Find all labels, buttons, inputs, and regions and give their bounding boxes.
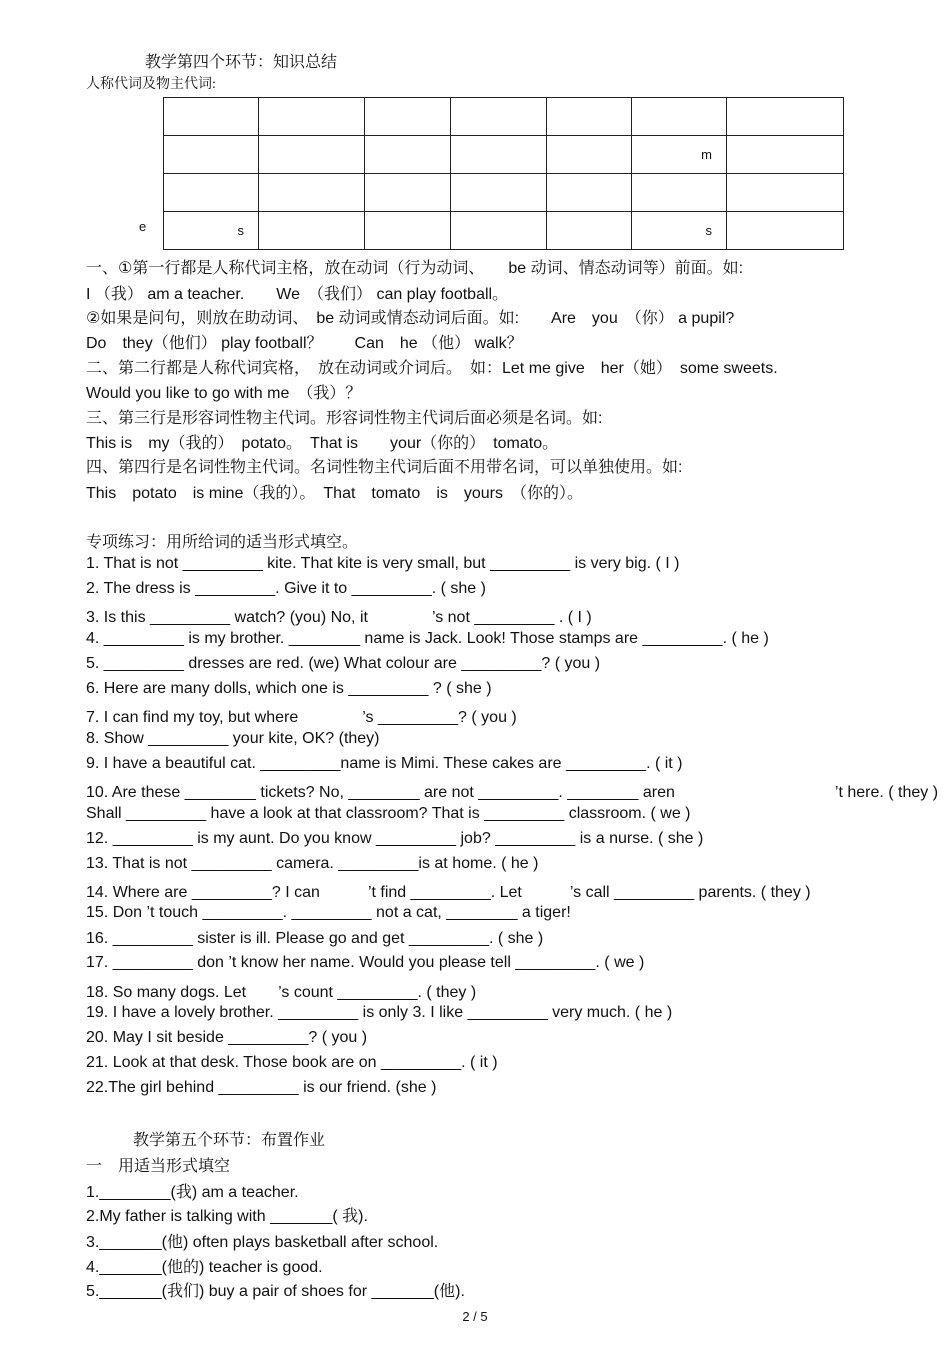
- table-cell: s: [164, 212, 259, 250]
- table-cell: [547, 98, 632, 136]
- section4-subheading: 人称代词及物主代词:: [86, 77, 216, 92]
- section4-heading: 教学第四个环节：知识总结: [145, 54, 338, 71]
- table-row4-label: e: [139, 219, 147, 234]
- table-row: [164, 98, 844, 136]
- practice-item: 19. I have a lovely brother. _________ is only 3. I like _________ very much. ( he ): [86, 1004, 673, 1021]
- note-line: ②如果是问句，则放在助动词、 be 动词或情态动词后面。如: Are you （你） a pupil?: [86, 310, 735, 327]
- table-cell: [259, 98, 365, 136]
- note-line: 二、第二行都是人称代词宾格， 放在动词或介词后。 如：Let me give her（她） some sweets.: [86, 360, 778, 377]
- practice-item: 5. _________ dresses are red. (we) What colour are _________? ( you ): [86, 655, 601, 672]
- practice-item: Shall _________ have a look at that classroom? That is _________ classroom. ( we ): [86, 805, 691, 822]
- table-cell: [451, 98, 547, 136]
- section5-heading: 教学第五个环节：布置作业: [133, 1132, 326, 1149]
- note-line: I （我） am a teacher. We （我们） can play football。: [86, 286, 509, 303]
- note-line: This potato is mine（我的）。 That tomato is yours （你的）。: [86, 485, 584, 502]
- table-cell: [547, 136, 632, 174]
- table-cell: m: [632, 136, 727, 174]
- table-cell: [164, 174, 259, 212]
- practice-item: 3. Is this _________ watch? (you) No, it ’s not _________ . ( I ): [86, 609, 592, 626]
- page-number: 2 / 5: [462, 1309, 488, 1324]
- table-cell: [547, 174, 632, 212]
- pronoun-table: [163, 97, 844, 250]
- table-cell: [365, 174, 451, 212]
- practice-item: 7. I can find my toy, but where ’s _________? ( you ): [86, 709, 517, 726]
- practice-heading: 专项练习：用所给词的适当形式填空。: [86, 534, 359, 551]
- practice-item: 18. So many dogs. Let ’s count _________. ( they ): [86, 984, 477, 1001]
- table-cell: [727, 98, 844, 136]
- table-row: [164, 136, 844, 174]
- table-cell: [632, 174, 727, 212]
- practice-item: 22.The girl behind _________ is our friend. (she ): [86, 1079, 437, 1096]
- note-line: 一、①第一行都是人称代词主格，放在动词（行为动词、 be 动词、情态动词等）前面。如:: [86, 260, 744, 277]
- practice-item: 14. Where are _________? I can ’t find _________. Let ’s call _________ parents. ( they ): [86, 884, 811, 901]
- section5-subheading: 一 用适当形式填空: [86, 1158, 231, 1175]
- note-line: This is my（我的） potato。 That is your（你的） tomato。: [86, 435, 559, 452]
- practice-item: 1. That is not _________ kite. That kite is very small, but _________ is very big. ( I ): [86, 555, 680, 572]
- table-cell: [632, 98, 727, 136]
- practice-item: 13. That is not _________ camera. _________is at home. ( he ): [86, 855, 539, 872]
- practice-item: 21. Look at that desk. Those book are on _________. ( it ): [86, 1054, 498, 1071]
- practice-item: 6. Here are many dolls, which one is _________ ? ( she ): [86, 680, 492, 697]
- table-cell: [164, 136, 259, 174]
- table-cell: [365, 212, 451, 250]
- homework-item: 4._______(他的) teacher is good.: [86, 1259, 323, 1276]
- table-cell: [259, 136, 365, 174]
- table-cell: [451, 174, 547, 212]
- table-cell: [259, 174, 365, 212]
- homework-item: 5._______(我们) buy a pair of shoes for _______(他).: [86, 1283, 465, 1300]
- table-cell: [451, 212, 547, 250]
- practice-item: 16. _________ sister is ill. Please go and get _________. ( she ): [86, 930, 544, 947]
- table-cell: [164, 98, 259, 136]
- practice-item: 12. _________ is my aunt. Do you know _________ job? _________ is a nurse. ( she ): [86, 830, 704, 847]
- homework-item: 2.My father is talking with _______( 我).: [86, 1208, 368, 1225]
- practice-item: 9. I have a beautiful cat. _________name is Mimi. These cakes are _________. ( it ): [86, 755, 683, 772]
- note-line: 三、第三行是形容词性物主代词。形容词性物主代词后面必须是名词。如:: [86, 410, 603, 427]
- note-line: Do they（他们） play football？ Can he （他） walk？: [86, 335, 523, 352]
- table-cell: s: [632, 212, 727, 250]
- table-cell: [727, 174, 844, 212]
- table-cell: [727, 136, 844, 174]
- table-cell: [365, 136, 451, 174]
- homework-item: 3._______(他) often plays basketball after school.: [86, 1234, 439, 1251]
- practice-item: 2. The dress is _________. Give it to _________. ( she ): [86, 580, 486, 597]
- note-line: 四、第四行是名词性物主代词。名词性物主代词后面不用带名词，可以单独使用。如:: [86, 459, 683, 476]
- table-cell: [727, 212, 844, 250]
- practice-item: 20. May I sit beside _________? ( you ): [86, 1029, 368, 1046]
- table-row: [164, 212, 844, 250]
- table-row: [164, 174, 844, 212]
- practice-item: 15. Don ’t touch _________. _________ not a cat, ________ a tiger!: [86, 904, 571, 921]
- practice-item: 8. Show _________ your kite, OK? (they): [86, 730, 380, 747]
- table-cell: [365, 98, 451, 136]
- homework-item: 1.________(我) am a teacher.: [86, 1184, 299, 1201]
- practice-item: 17. _________ don ’t know her name. Would you please tell _________. ( we ): [86, 954, 645, 971]
- practice-item: 10. Are these ________ tickets? No, ________ are not _________. ________ aren ’t here. ( they ): [86, 784, 939, 801]
- table-cell: [547, 212, 632, 250]
- practice-item: 4. _________ is my brother. ________ name is Jack. Look! Those stamps are _________. ( he ): [86, 630, 769, 647]
- note-line: Would you like to go with me （我）？: [86, 385, 362, 402]
- table-cell: [451, 136, 547, 174]
- table-cell: [259, 212, 365, 250]
